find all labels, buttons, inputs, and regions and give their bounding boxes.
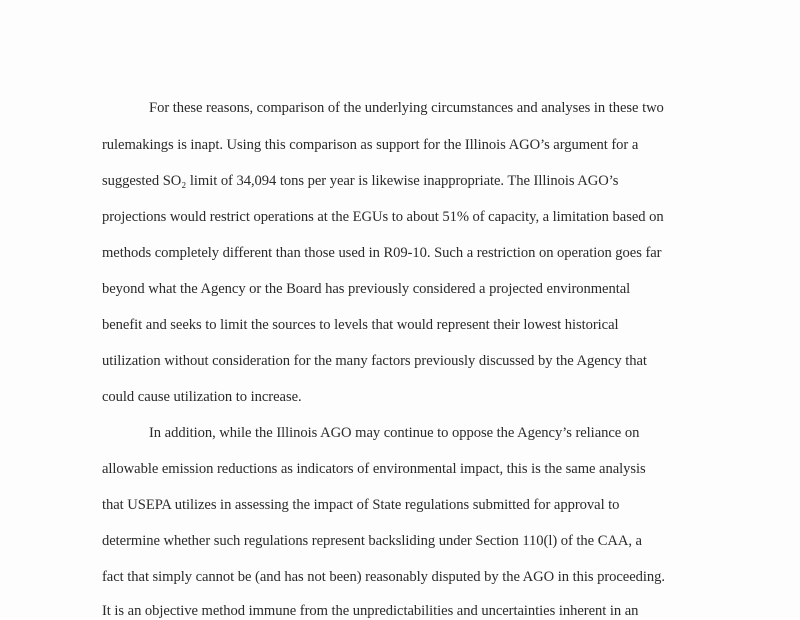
paragraph-2-line-4: determine whether such regulations represent backsliding under Section 110(l) of the CAA, a: [102, 533, 642, 549]
paragraph-2-line-6: It is an objective method immune from the unpredictabilities and uncertainties inherent in an: [102, 603, 639, 619]
paragraph-2-line-5: fact that simply cannot be (and has not been) reasonably disputed by the AGO in this proceeding.: [102, 569, 665, 585]
paragraph-1-line-9: could cause utilization to increase.: [102, 389, 302, 405]
paragraph-2-line-1: In addition, while the Illinois AGO may continue to oppose the Agency’s reliance on: [149, 425, 640, 441]
paragraph-1-line-4: projections would restrict operations at the EGUs to about 51% of capacity, a limitation based on: [102, 209, 664, 225]
paragraph-1-line-3: suggested SO₂ limit of 34,094 tons per year is likewise inappropriate. The Illinois AGO’s: [102, 173, 619, 189]
paragraph-1-line-7: benefit and seeks to limit the sources to levels that would represent their lowest historical: [102, 317, 619, 333]
paragraph-1-line-6: beyond what the Agency or the Board has previously considered a projected environmental: [102, 281, 631, 297]
paragraph-1-line-8: utilization without consideration for the many factors previously discussed by the Agency that: [102, 353, 647, 369]
paragraph-2-line-3: that USEPA utilizes in assessing the impact of State regulations submitted for approval to: [102, 497, 620, 513]
paragraph-2-line-2: allowable emission reductions as indicators of environmental impact, this is the same analysis: [102, 461, 646, 477]
paragraph-1-line-1: For these reasons, comparison of the underlying circumstances and analyses in these two: [149, 100, 664, 116]
paragraph-1-line-2: rulemakings is inapt. Using this comparison as support for the Illinois AGO’s argument for a: [102, 137, 639, 153]
paragraph-1-line-5: methods completely different than those used in R09-10. Such a restriction on operation goes far: [102, 245, 662, 261]
